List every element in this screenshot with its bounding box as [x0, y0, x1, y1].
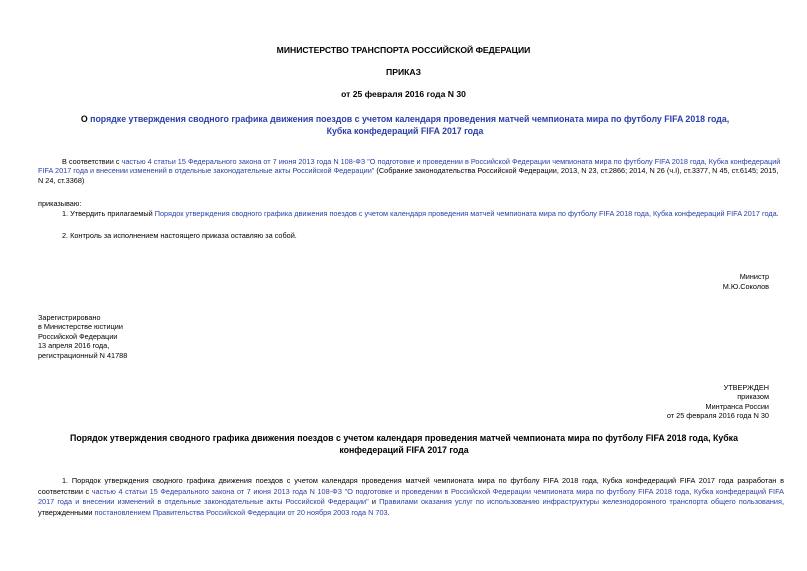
title-link[interactable]: порядке утверждения сводного графика движения поездов с учетом календаря проведения матчей чемпионата мира по футболу FIFA 2018 года, Кубка конфедераций FIFA 2017 года [90, 114, 730, 136]
order-title [80, 114, 730, 137]
registration-block [38, 313, 127, 360]
federal-law-link[interactable]: частью 4 статьи 15 Федерального закона от 7 июня 2013 года N 108-ФЗ "О подготовке и проведении в Российской Федерации чемпионата мира по футболу FIFA 2018 года, Кубка конфедераций FIFA 2017 года и внесении изменений в отдельные законодательные акты Российской Федерации" [38, 157, 781, 176]
annex-paragraph-1 [38, 476, 784, 518]
registration-line: Российской Федерации [38, 331, 118, 341]
preamble-tail: (Собрание законодательства Российской Федерации, 2013, N 23, ст.2866; 2014, N 26 (ч.I), ст.3377, N 45, ст.6145; 2015, N 24, ст.3368) [38, 166, 779, 185]
doc-date-number: от 25 февраля 2016 года N 30 [341, 89, 466, 99]
item-1-lead: 1. Утвердить прилагаемый [62, 209, 155, 218]
annex-federal-law-link[interactable]: частью 4 статьи 15 Федерального закона от 7 июня 2013 года N 108-ФЗ "О подготовке и проведении в Российской Федерации чемпионата мира по футболу FIFA 2018 года, Кубка конфедераций FIFA 2017 года и внесении изменений в отдельные законодательные акты Российской Федерации" [38, 486, 785, 507]
annex-p1-mid2: , утвержденными [38, 497, 784, 517]
registration-line: регистрационный N 41788 [38, 350, 128, 360]
signature-name: М.Ю.Соколов [722, 282, 769, 291]
ministry-heading: МИНИСТЕРСТВО ТРАНСПОРТА РОССИЙСКОЙ ФЕДЕРАЦИИ [276, 45, 531, 55]
annex-title: Порядок утверждения сводного графика движения поездов с учетом календаря проведения матчей чемпионата мира по футболу FIFA 2018 года, Кубка конфедераций FIFA 2017 года [70, 433, 738, 455]
government-decree-link[interactable]: постановлением Правительства Российской Федерации от 20 ноября 2003 года N 703 [94, 507, 388, 517]
signature-title: Министр [739, 272, 769, 281]
preamble-lead: В соответствии с [62, 157, 122, 166]
preamble-paragraph [38, 157, 784, 185]
item-2: 2. Контроль за исполнением настоящего приказа оставляю за собой. [62, 231, 297, 240]
approval-line: УТВЕРЖДЕН [723, 383, 769, 392]
item-1-tail: . [776, 209, 779, 218]
procedure-link[interactable]: Порядок утверждения сводного графика движения поездов с учетом календаря проведения матчей чемпионата мира по футболу FIFA 2018 года, Кубка конфедераций FIFA 2017 года [154, 209, 777, 218]
registration-line: в Министерстве юстиции [38, 322, 123, 332]
item-1 [62, 209, 784, 218]
annex-p1-lead: 1. Порядок утверждения сводного графика движения поездов с учетом календаря проведения матчей чемпионата мира по футболу FIFA 2018 года, Кубка конфедераций FIFA 2017 года разработан в соответствии с [38, 476, 784, 496]
doc-type-heading: ПРИКАЗ [386, 67, 421, 77]
approval-line: приказом [737, 392, 769, 402]
approval-line: Минтранса России [705, 401, 769, 411]
registration-line: Зарегистрировано [38, 313, 101, 322]
approval-block [667, 383, 769, 421]
annex-p1-mid: и [368, 497, 380, 507]
title-prefix: О [80, 114, 91, 124]
order-word: приказываю: [38, 199, 82, 208]
infrastructure-rules-link[interactable]: Правилами оказания услуг по использованию инфраструктуры железнодорожного транспорта общего пользования [379, 497, 782, 507]
annex-p1-tail: . [387, 507, 390, 517]
approval-line: от 25 февраля 2016 года N 30 [666, 411, 769, 421]
registration-line: 13 апреля 2016 года, [38, 341, 110, 351]
